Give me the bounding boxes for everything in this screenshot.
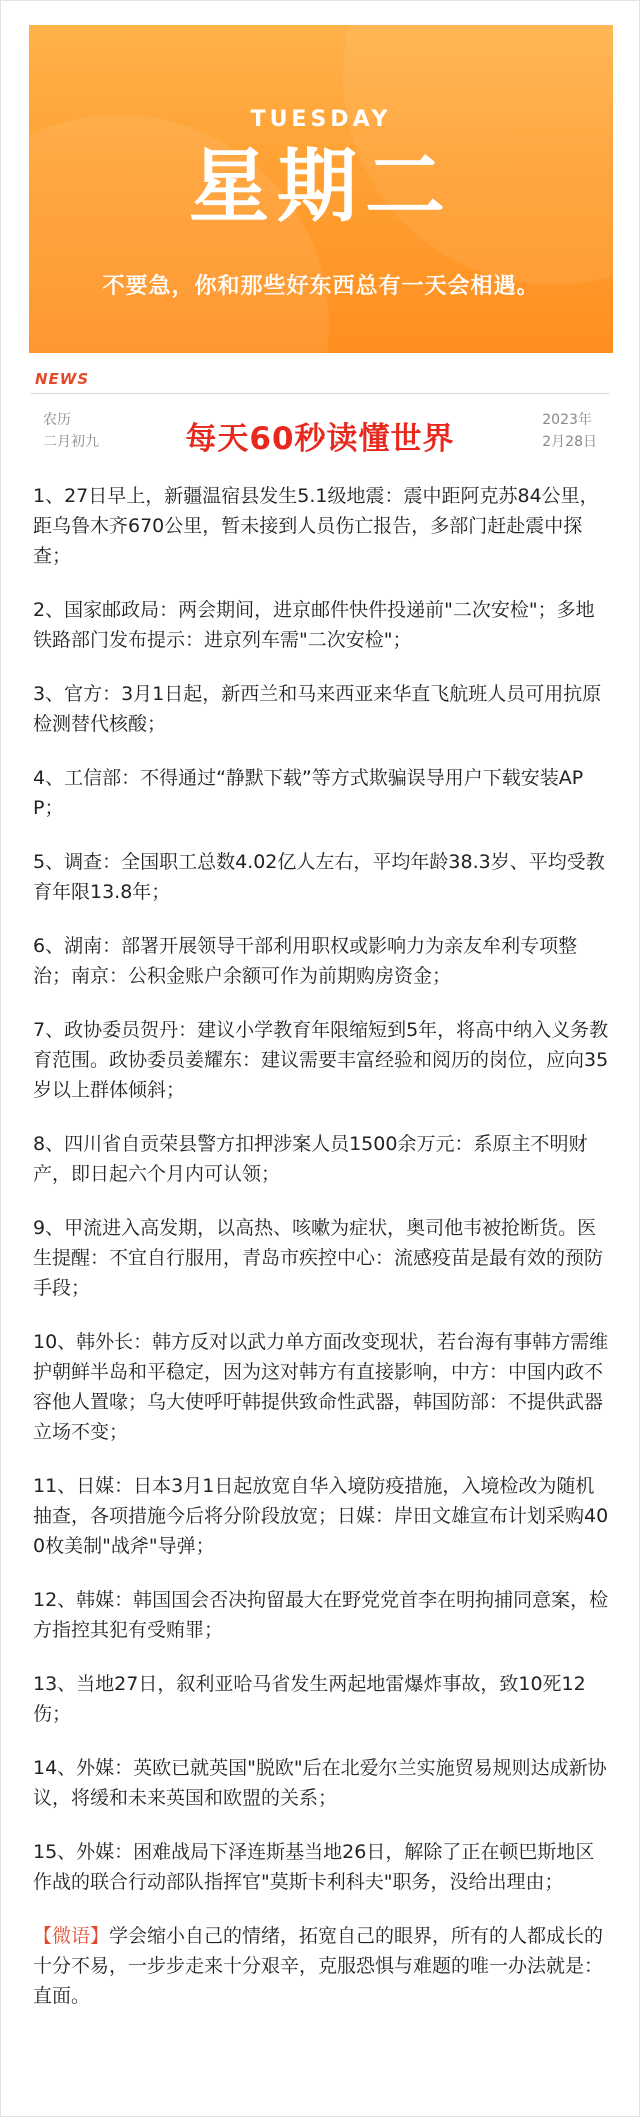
news-item: 9、甲流进入高发期，以高热、咳嗽为症状，奥司他韦被抢断货。医生提醒：不宜自行服用，青岛市疾控中心：流感疫苗是最有效的预防手段； [33, 1217, 604, 1299]
masthead [31, 405, 609, 461]
divider [31, 393, 609, 394]
news-item: 13、当地27日，叙利亚哈马省发生两起地雷爆炸事故，致10死12伤； [33, 1673, 586, 1725]
news-item: 15、外媒：困难战局下泽连斯基当地26日，解除了正在顿巴斯地区作战的联合行动部队指挥官"莫斯卡利科夫"职务，没给出理由； [33, 1841, 595, 1893]
weekday-chinese: 星期二 [189, 140, 453, 233]
news-item: 8、四川省自贡荣县警方扣押涉案人员1500余万元：系原主不明财产，即日起六个月内可认领； [33, 1133, 588, 1185]
weekday-english: TUESDAY [250, 107, 392, 132]
news-item: 6、湖南：部署开展领导干部利用职权或影响力为亲友牟利专项整治；南京：公积金账户余额可作为前期购房资金； [33, 935, 578, 987]
page-title: 每天60秒读懂世界 [185, 421, 455, 457]
news-item: 11、日媒：日本3月1日起放宽自华入境防疫措施，入境检改为随机抽查，各项措施今后将分阶段放宽；日媒：岸田文雄宣布计划采购400枚美制"战斧"导弹； [33, 1475, 609, 1557]
news-item: 12、韩媒：韩国国会否决拘留最大在野党党首李在明拘捕同意案，检方指控其犯有受贿罪； [33, 1589, 609, 1641]
weekday-banner [29, 25, 613, 353]
news-tag: NEWS [35, 370, 90, 388]
news-item: 5、调查：全国职工总数4.02亿人左右，平均年龄38.3岁、平均受教育年限13.8年； [33, 851, 605, 903]
news-item: 7、政协委员贺丹：建议小学教育年限缩短到5年，将高中纳入义务教育范围。政协委员姜耀东：建议需要丰富经验和阅历的岗位，应向35岁以上群体倾斜； [33, 1019, 609, 1101]
news-list [33, 481, 609, 2030]
lunar-day: 二月初九 [43, 434, 99, 450]
news-item: 4、工信部：不得通过“静默下载”等方式欺骗误导用户下载安装APP； [33, 767, 584, 819]
news-item: 1、27日早上，新疆温宿县发生5.1级地震：震中距阿克苏84公里，距乌鲁木齐670公里，暂未接到人员伤亡报告，多部门赶赴震中探查； [33, 485, 599, 567]
daily-quote [33, 1921, 609, 2011]
quote-tag: 【微语】 [33, 1925, 110, 1947]
quote-text: 学会缩小自己的情绪，拓宽自己的眼界，所有的人都成长的十分不易，一步步走来十分艰辛，克服恐惧与难题的唯一办法就是：直面。 [33, 1925, 604, 2007]
banner-motto: 不要急，你和那些好东西总有一天会相遇。 [102, 274, 540, 299]
news-item: 3、官方：3月1日起，新西兰和马来西亚来华直飞航班人员可用抗原检测替代核酸； [33, 683, 602, 735]
gregorian-date [542, 409, 597, 453]
news-item: 2、国家邮政局：两会期间，进京邮件快件投递前"二次安检"；多地铁路部门发布提示：进京列车需"二次安检"； [33, 599, 595, 651]
date-year: 2023年 [542, 412, 592, 428]
lunar-label: 农历 [43, 412, 71, 428]
news-item: 14、外媒：英欧已就英国"脱欧"后在北爱尔兰实施贸易规则达成新协议，将缓和未来英国和欧盟的关系； [33, 1757, 607, 1809]
news-item: 10、韩外长：韩方反对以武力单方面改变现状，若台海有事韩方需维护朝鲜半岛和平稳定，因为这对韩方有直接影响，中方：中国内政不容他人置喙；乌大使呼吁韩提供致命性武器，韩国防部：不提供武器立场不变； [33, 1331, 609, 1443]
date-month-day: 2月28日 [542, 434, 597, 450]
